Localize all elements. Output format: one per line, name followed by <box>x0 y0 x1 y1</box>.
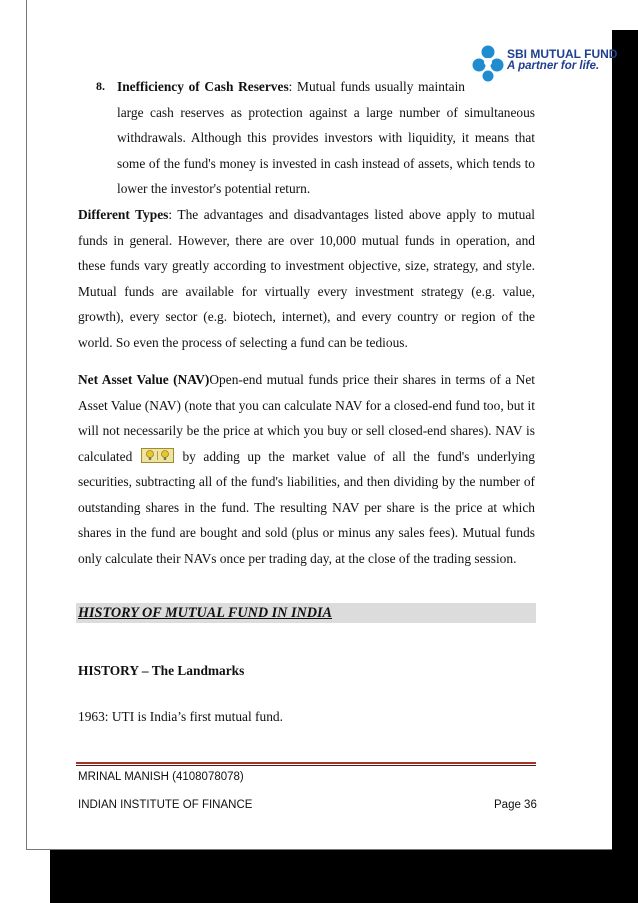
different-types-text: : The advantages and disadvantages listed above apply to mutual funds in general. However, there are over 10,000 mutual funds in operation, and these funds vary greatly according to investment objective, size, strategy, and style. Mutual funds are available for virtually every investment strategy (e.g. value, growth), every sector (e.g. biotech, internet), and every country or region of the world. So even the process of selecting a fund can be tedious. <box>78 207 535 350</box>
cash-reserves-title: Inefficiency of Cash Reserves <box>117 79 289 94</box>
history-subheading: HISTORY – The Landmarks <box>78 663 245 678</box>
nav-text-before: Open-end mutual funds price their shares in terms of a Net Asset Value (NAV) (note that you can calculate NAV for a closed-end fund too, but it will not necessarily be the price at which you buy or sell closed-end shares). NAV is calculated <box>78 372 535 464</box>
cash-reserves-line1: : Mutual funds usually maintain <box>288 79 465 94</box>
footer-page-number: Page 36 <box>494 799 537 811</box>
logo-tagline: A partner for life. <box>507 60 600 72</box>
page-shadow-bottom <box>50 850 638 903</box>
different-types-title: Different Types <box>78 207 169 222</box>
paragraph-different-types <box>78 202 535 355</box>
footer-institute: INDIAN INSTITUTE OF FINANCE <box>78 799 253 811</box>
lightbulb-icon <box>141 448 174 463</box>
paragraph-cash-reserves <box>117 74 535 202</box>
history-first-item: 1963: UTI is India’s first mutual fund. <box>78 709 283 724</box>
nav-text-after: by adding up the market value of all the fund's underlying securities, subtracting all of the fund's liabilities, and then dividing by the number of outstanding shares in the fund. The resulting NAV per share is the price at which shares in the fund are bought and sold (plus or minus any sales fees). Mutual funds only calculate their NAVs once per trading day, at the close of the trading session. <box>78 448 535 566</box>
page-shadow-right <box>612 30 638 903</box>
list-number: 8. <box>96 79 105 93</box>
history-heading: HISTORY OF MUTUAL FUND IN INDIA <box>78 605 332 621</box>
footer-rule <box>76 762 536 764</box>
logo-name: SBI MUTUAL FUND <box>507 47 618 61</box>
footer-author: MRINAL MANISH (4108078078) <box>78 771 244 783</box>
footer-rule-dark <box>76 765 536 766</box>
cash-reserves-text: large cash reserves as protection against a large number of simultaneous withdrawals. Although this provides investors with liquidity, it means that some of the fund's money is invested in cash instead of assets, which tends to lower the investor's potential return. <box>117 104 535 196</box>
nav-title: Net Asset Value (NAV) <box>78 372 210 387</box>
paragraph-nav <box>78 367 535 571</box>
